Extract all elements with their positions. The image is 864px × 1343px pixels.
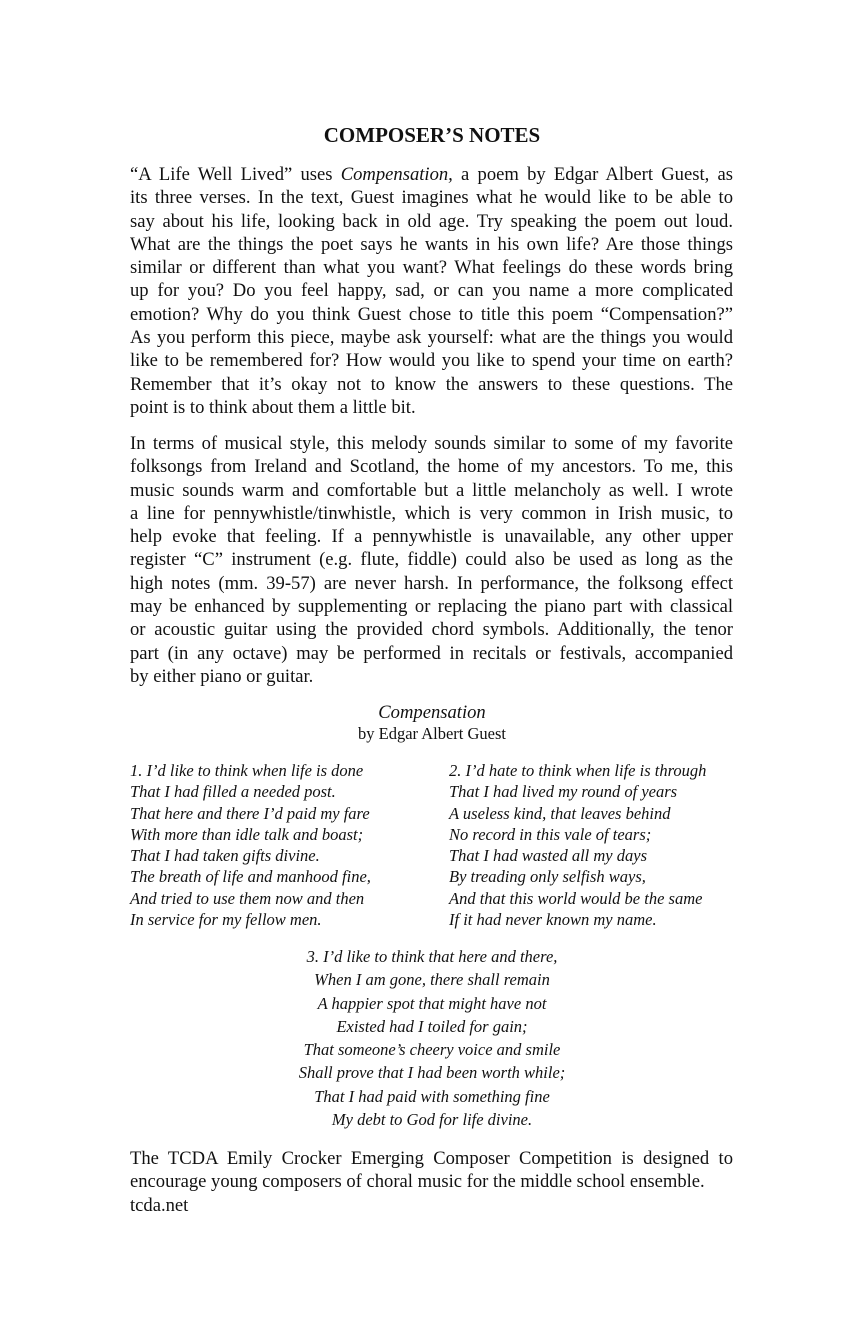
text-line: help evoke that feeling. If a pennywhistle is unavailable, any other upper bbox=[130, 526, 733, 548]
verse-line: My debt to God for life divine. bbox=[331, 1110, 533, 1130]
footer-paragraph bbox=[130, 1147, 733, 1217]
style-paragraph bbox=[130, 432, 733, 688]
verse-line: A happier spot that might have not bbox=[317, 993, 547, 1013]
verse-3 bbox=[0, 945, 864, 1131]
verse-line: And tried to use them now and then bbox=[130, 888, 365, 908]
verse-line: No record in this vale of tears; bbox=[449, 824, 652, 844]
verse-line: That I had wasted all my days bbox=[449, 846, 647, 866]
verse-line: That I had taken gifts divine. bbox=[130, 846, 320, 866]
text-line: point is to think about them a little bit. bbox=[130, 396, 416, 418]
text-line: by either piano or guitar. bbox=[130, 665, 314, 687]
text-line: folksongs from Ireland and Scotland, the home of my ancestors. To me, this bbox=[130, 456, 733, 478]
verse-line: 1. I’d like to think when life is done bbox=[130, 761, 364, 780]
verse-line: That I had filled a needed post. bbox=[130, 782, 336, 802]
text-line: emotion? Why do you think Guest chose to title this poem “Compensation?” bbox=[130, 303, 733, 325]
poem-title: Compensation bbox=[378, 702, 486, 723]
text-line: like to be remembered for? How would you like to spend your time on earth? bbox=[130, 350, 733, 372]
verse-line: Existed had I toiled for gain; bbox=[336, 1016, 528, 1036]
verse-line: That someone’s cheery voice and smile bbox=[303, 1040, 561, 1060]
text-line: What are the things the poet says he wants in his own life? Are those things bbox=[130, 233, 733, 255]
verse-line: And that this world would be the same bbox=[449, 888, 703, 908]
verse-line: That I had lived my round of years bbox=[449, 782, 678, 802]
verse-line: When I am gone, there shall remain bbox=[314, 970, 550, 990]
text-line: As you perform this piece, maybe ask yourself: what are the things you would bbox=[130, 327, 733, 349]
intro-paragraph bbox=[130, 163, 733, 419]
poem-byline: by Edgar Albert Guest bbox=[357, 724, 506, 743]
text-line: music sounds warm and comfortable but a little melancholy as well. I wrote bbox=[130, 479, 733, 501]
text-line: register “C” instrument (e.g. flute, fiddle) could also be used as long as the bbox=[130, 549, 733, 571]
verse-line: A useless kind, that leaves behind bbox=[449, 803, 671, 823]
verse-line: That I had paid with something fine bbox=[314, 1086, 550, 1106]
text-line: tcda.net bbox=[130, 1194, 189, 1216]
verse-line: With more than idle talk and boast; bbox=[130, 824, 364, 844]
verse-line: The breath of life and manhood fine, bbox=[130, 867, 371, 887]
verse-line: If it had never known my name. bbox=[449, 910, 657, 930]
text-line: The TCDA Emily Crocker Emerging Composer Competition is designed to bbox=[130, 1148, 733, 1169]
text-line: or acoustic guitar using the provided chord symbols. Additionally, the tenor bbox=[130, 619, 733, 641]
page-title: COMPOSER’S NOTES bbox=[323, 123, 541, 147]
text-line: Remember that it’s okay not to know the answers to these questions. The bbox=[130, 373, 733, 395]
verse-line: That here and there I’d paid my fare bbox=[130, 803, 370, 823]
verse-line: Shall prove that I had been worth while; bbox=[298, 1063, 566, 1083]
text-line: similar or different than what you want? What feelings do these words bring bbox=[130, 257, 733, 279]
verse-2 bbox=[449, 760, 706, 930]
verse-line: 2. I’d hate to think when life is through bbox=[449, 761, 707, 780]
text-line: its three verses. In the text, Guest imagines what he would like to be able to bbox=[130, 187, 733, 209]
text-line: part (in any octave) may be performed in recitals or festivals, accompanied bbox=[130, 642, 733, 664]
text-line: may be enhanced by supplementing or replacing the piano part with classical bbox=[130, 596, 733, 618]
text-line: up for you? Do you feel happy, sad, or can you name a more complicated bbox=[130, 280, 733, 302]
verse-1 bbox=[130, 760, 371, 930]
text-line: high notes (mm. 39-57) are never harsh. In performance, the folksong effect bbox=[130, 572, 733, 594]
verse-line: 3. I’d like to think that here and there, bbox=[306, 947, 558, 966]
verse-line: By treading only selfish ways, bbox=[449, 867, 646, 887]
text-line: say about his life, looking back in old age. Try speaking the poem out loud. bbox=[130, 210, 733, 232]
text-line: a line for pennywhistle/tinwhistle, which is very common in Irish music, to bbox=[130, 502, 733, 524]
text-line: In terms of musical style, this melody sounds similar to some of my favorite bbox=[130, 433, 733, 454]
text-line: “A Life Well Lived” uses Compensation, a poem by Edgar Albert Guest, as bbox=[130, 164, 733, 185]
verse-line: In service for my fellow men. bbox=[130, 910, 322, 930]
text-line: encourage young composers of choral music for the middle school ensemble. bbox=[130, 1171, 705, 1193]
